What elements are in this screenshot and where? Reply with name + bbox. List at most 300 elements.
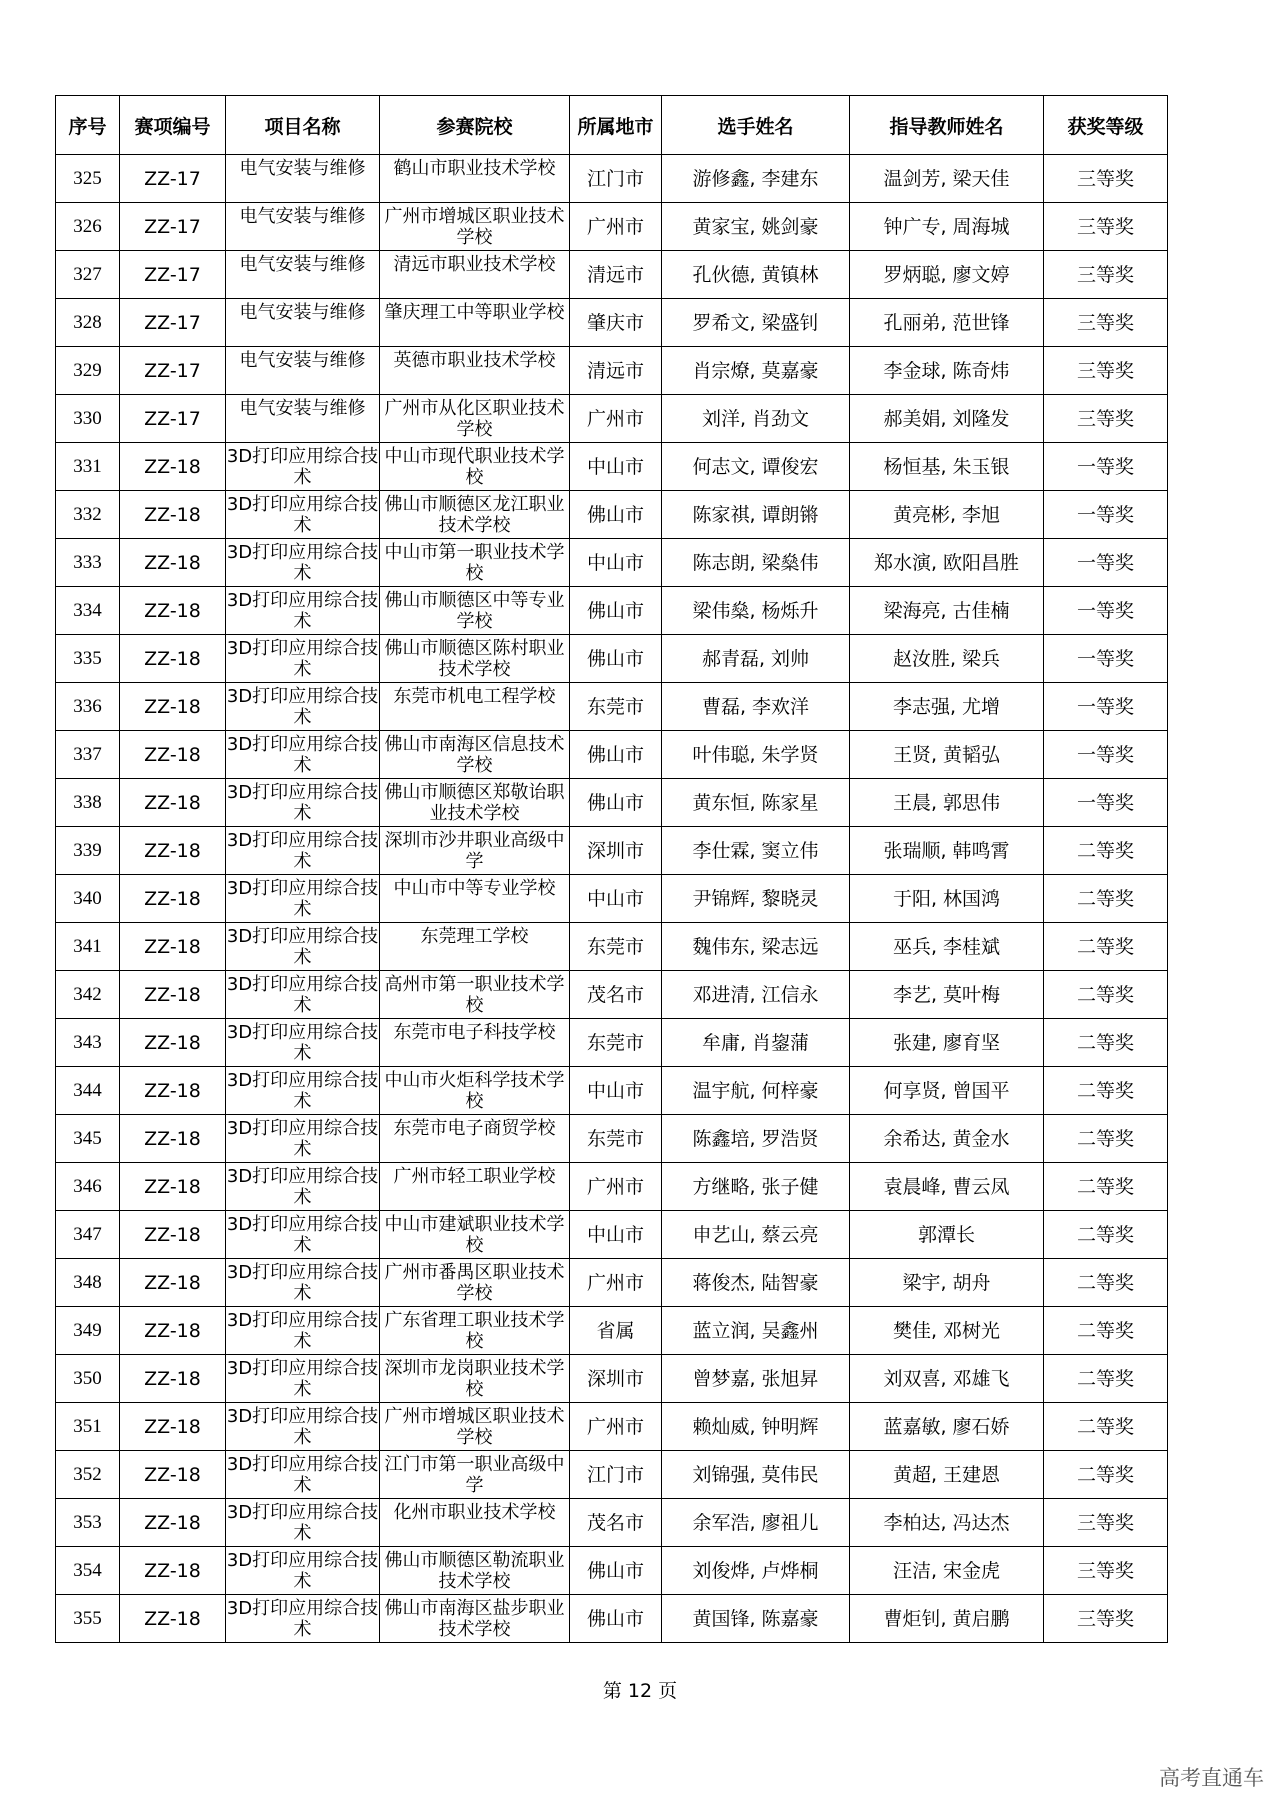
cell-event-code: ZZ-18 [120, 1163, 226, 1211]
cell-city: 清远市 [570, 347, 662, 395]
cell-event-name [226, 395, 380, 443]
cell-contestants: 曹磊, 李欢洋 [662, 683, 850, 731]
cell-city: 肇庆市 [570, 299, 662, 347]
cell-school [380, 491, 570, 539]
cell-instructors: 罗炳聪, 廖文婷 [850, 251, 1044, 299]
cell-index: 346 [56, 1163, 120, 1211]
cell-event-name [226, 1547, 380, 1595]
cell-index: 352 [56, 1451, 120, 1499]
cell-event-name [226, 491, 380, 539]
cell-event-code: ZZ-18 [120, 827, 226, 875]
cell-instructors: 郝美娟, 刘隆发 [850, 395, 1044, 443]
cell-instructors: 温剑芳, 梁天佳 [850, 155, 1044, 203]
table-row [56, 1595, 1168, 1643]
cell-contestants: 温宇航, 何梓豪 [662, 1067, 850, 1115]
cell-school-text: 鹤山市职业技术学校 [393, 157, 556, 179]
cell-event-name-text: 3D打印应用综合技术 [226, 781, 379, 824]
cell-award-level: 二等奖 [1044, 923, 1168, 971]
cell-event-name-text: 3D打印应用综合技术 [226, 1309, 379, 1352]
table-row [56, 1403, 1168, 1451]
cell-instructors: 蓝嘉敏, 廖石娇 [850, 1403, 1044, 1451]
cell-city: 东莞市 [570, 683, 662, 731]
cell-event-name-text: 电气安装与维修 [239, 253, 366, 275]
cell-school-text: 广州市轻工职业学校 [393, 1165, 556, 1187]
cell-school [380, 923, 570, 971]
cell-city: 佛山市 [570, 1547, 662, 1595]
cell-award-level: 一等奖 [1044, 443, 1168, 491]
cell-contestants: 黄国锋, 陈嘉豪 [662, 1595, 850, 1643]
cell-city: 省属 [570, 1307, 662, 1355]
cell-contestants: 罗希文, 梁盛钊 [662, 299, 850, 347]
cell-index: 343 [56, 1019, 120, 1067]
cell-school-text: 中山市建斌职业技术学校 [384, 1213, 565, 1256]
cell-event-name [226, 1019, 380, 1067]
cell-contestants: 游修鑫, 李建东 [662, 155, 850, 203]
cell-contestants: 曾梦嘉, 张旭昇 [662, 1355, 850, 1403]
cell-event-name [226, 251, 380, 299]
cell-index: 330 [56, 395, 120, 443]
cell-event-code: ZZ-18 [120, 1451, 226, 1499]
cell-event-name-text: 3D打印应用综合技术 [226, 925, 379, 968]
cell-event-name-text: 3D打印应用综合技术 [226, 829, 379, 872]
cell-award-level: 二等奖 [1044, 1403, 1168, 1451]
cell-index: 351 [56, 1403, 120, 1451]
watermark-text: 高考直通车 [1159, 1766, 1264, 1790]
cell-school-text: 佛山市顺德区勒流职业技术学校 [384, 1549, 565, 1592]
cell-award-level: 二等奖 [1044, 1115, 1168, 1163]
cell-event-code: ZZ-18 [120, 1595, 226, 1643]
cell-city: 中山市 [570, 1067, 662, 1115]
table-row [56, 1451, 1168, 1499]
cell-contestants: 尹锦辉, 黎晓灵 [662, 875, 850, 923]
cell-event-code: ZZ-18 [120, 1547, 226, 1595]
cell-event-name [226, 1211, 380, 1259]
cell-award-level: 二等奖 [1044, 827, 1168, 875]
cell-school-text: 广州市番禺区职业技术学校 [384, 1261, 565, 1304]
table-row [56, 299, 1168, 347]
cell-instructors: 李志强, 尤增 [850, 683, 1044, 731]
table-row [56, 875, 1168, 923]
cell-index: 336 [56, 683, 120, 731]
cell-event-code: ZZ-18 [120, 1259, 226, 1307]
cell-event-name [226, 443, 380, 491]
cell-event-name-text: 3D打印应用综合技术 [226, 1357, 379, 1400]
cell-event-code: ZZ-18 [120, 1067, 226, 1115]
table-row [56, 155, 1168, 203]
cell-event-name-text: 3D打印应用综合技术 [226, 1501, 379, 1544]
cell-instructors: 张建, 廖育坚 [850, 1019, 1044, 1067]
cell-event-name [226, 155, 380, 203]
header-event-name: 项目名称 [226, 96, 380, 155]
cell-award-level: 三等奖 [1044, 395, 1168, 443]
cell-city: 广州市 [570, 203, 662, 251]
cell-event-name-text: 3D打印应用综合技术 [226, 1069, 379, 1112]
cell-contestants: 李仕霖, 窦立伟 [662, 827, 850, 875]
cell-event-code: ZZ-17 [120, 203, 226, 251]
table-row [56, 251, 1168, 299]
cell-event-name-text: 3D打印应用综合技术 [226, 733, 379, 776]
cell-event-name [226, 875, 380, 923]
cell-school [380, 779, 570, 827]
cell-event-name [226, 347, 380, 395]
table-row [56, 395, 1168, 443]
cell-instructors: 李柏达, 冯达杰 [850, 1499, 1044, 1547]
cell-index: 348 [56, 1259, 120, 1307]
cell-city: 茂名市 [570, 1499, 662, 1547]
cell-school-text: 东莞市电子科技学校 [393, 1021, 556, 1043]
cell-event-code: ZZ-18 [120, 1355, 226, 1403]
cell-city: 东莞市 [570, 1115, 662, 1163]
cell-event-code: ZZ-17 [120, 347, 226, 395]
cell-contestants: 牟庸, 肖鋆蒲 [662, 1019, 850, 1067]
cell-instructors: 刘双喜, 邓雄飞 [850, 1355, 1044, 1403]
cell-index: 329 [56, 347, 120, 395]
cell-instructors: 郭潭长 [850, 1211, 1044, 1259]
cell-school [380, 1499, 570, 1547]
table-row [56, 1307, 1168, 1355]
cell-event-name [226, 635, 380, 683]
cell-school-text: 江门市第一职业高级中学 [384, 1453, 565, 1496]
cell-event-code: ZZ-18 [120, 1403, 226, 1451]
cell-school-text: 深圳市龙岗职业技术学校 [384, 1357, 565, 1400]
cell-award-level: 二等奖 [1044, 1163, 1168, 1211]
cell-event-name-text: 电气安装与维修 [239, 301, 366, 323]
cell-contestants: 余军浩, 廖祖儿 [662, 1499, 850, 1547]
cell-event-name [226, 971, 380, 1019]
cell-event-name-text: 3D打印应用综合技术 [226, 637, 379, 680]
cell-city: 广州市 [570, 1163, 662, 1211]
cell-award-level: 二等奖 [1044, 1259, 1168, 1307]
table-row [56, 1115, 1168, 1163]
cell-city: 中山市 [570, 1211, 662, 1259]
cell-instructors: 梁海亮, 古佳楠 [850, 587, 1044, 635]
table-row [56, 491, 1168, 539]
table-row [56, 1211, 1168, 1259]
cell-event-name [226, 1163, 380, 1211]
cell-instructors: 孔丽弟, 范世锋 [850, 299, 1044, 347]
cell-index: 340 [56, 875, 120, 923]
cell-instructors: 赵汝胜, 梁兵 [850, 635, 1044, 683]
cell-event-code: ZZ-18 [120, 635, 226, 683]
cell-city: 佛山市 [570, 635, 662, 683]
cell-event-name-text: 3D打印应用综合技术 [226, 493, 379, 536]
cell-index: 332 [56, 491, 120, 539]
cell-city: 深圳市 [570, 827, 662, 875]
table-row [56, 635, 1168, 683]
cell-city: 广州市 [570, 1403, 662, 1451]
cell-event-name [226, 1451, 380, 1499]
cell-event-name-text: 3D打印应用综合技术 [226, 973, 379, 1016]
cell-event-name [226, 779, 380, 827]
cell-index: 333 [56, 539, 120, 587]
cell-event-name [226, 203, 380, 251]
cell-school-text: 肇庆理工中等职业学校 [384, 301, 565, 323]
cell-city: 中山市 [570, 443, 662, 491]
cell-event-code: ZZ-18 [120, 779, 226, 827]
cell-school [380, 635, 570, 683]
cell-contestants: 陈志朗, 梁燊伟 [662, 539, 850, 587]
cell-contestants: 刘俊烨, 卢烨桐 [662, 1547, 850, 1595]
table-row [56, 1259, 1168, 1307]
cell-award-level: 二等奖 [1044, 971, 1168, 1019]
cell-school [380, 1019, 570, 1067]
cell-contestants: 何志文, 谭俊宏 [662, 443, 850, 491]
cell-award-level: 一等奖 [1044, 539, 1168, 587]
cell-instructors: 李艺, 莫叶梅 [850, 971, 1044, 1019]
cell-city: 中山市 [570, 539, 662, 587]
cell-contestants: 黄东恒, 陈家星 [662, 779, 850, 827]
cell-event-name-text: 电气安装与维修 [239, 157, 366, 179]
table-row [56, 443, 1168, 491]
cell-instructors: 王贤, 黄韬弘 [850, 731, 1044, 779]
cell-school [380, 827, 570, 875]
cell-index: 335 [56, 635, 120, 683]
cell-instructors: 张瑞顺, 韩鸣霄 [850, 827, 1044, 875]
cell-city: 中山市 [570, 875, 662, 923]
table-row [56, 1163, 1168, 1211]
cell-contestants: 黄家宝, 姚剑豪 [662, 203, 850, 251]
header-contestants: 选手姓名 [662, 96, 850, 155]
cell-event-code: ZZ-18 [120, 875, 226, 923]
cell-event-name [226, 827, 380, 875]
table-row [56, 539, 1168, 587]
cell-school-text: 佛山市南海区盐步职业技术学校 [384, 1597, 565, 1640]
cell-event-name [226, 731, 380, 779]
table-row [56, 971, 1168, 1019]
cell-award-level: 三等奖 [1044, 347, 1168, 395]
header-row [56, 96, 1168, 155]
cell-instructors: 梁宇, 胡舟 [850, 1259, 1044, 1307]
cell-event-code: ZZ-18 [120, 539, 226, 587]
cell-school-text: 中山市火炬科学技术学校 [384, 1069, 565, 1112]
award-table [55, 95, 1168, 1643]
cell-award-level: 三等奖 [1044, 299, 1168, 347]
cell-school-text: 中山市中等专业学校 [393, 877, 556, 899]
cell-index: 331 [56, 443, 120, 491]
cell-city: 佛山市 [570, 587, 662, 635]
cell-contestants: 魏伟东, 梁志远 [662, 923, 850, 971]
table-row [56, 587, 1168, 635]
header-event-code: 赛项编号 [120, 96, 226, 155]
cell-event-name-text: 3D打印应用综合技术 [226, 1117, 379, 1160]
table-row [56, 203, 1168, 251]
cell-school [380, 731, 570, 779]
cell-event-name-text: 3D打印应用综合技术 [226, 1213, 379, 1256]
cell-index: 328 [56, 299, 120, 347]
cell-event-name-text: 3D打印应用综合技术 [226, 685, 379, 728]
cell-school [380, 203, 570, 251]
cell-award-level: 二等奖 [1044, 1451, 1168, 1499]
cell-award-level: 三等奖 [1044, 1547, 1168, 1595]
cell-index: 341 [56, 923, 120, 971]
header-index: 序号 [56, 96, 120, 155]
cell-instructors: 钟广专, 周海城 [850, 203, 1044, 251]
cell-event-code: ZZ-18 [120, 1019, 226, 1067]
cell-award-level: 一等奖 [1044, 683, 1168, 731]
cell-school-text: 广州市从化区职业技术学校 [384, 397, 565, 440]
cell-event-name-text: 电气安装与维修 [239, 397, 366, 419]
cell-contestants: 蒋俊杰, 陆智豪 [662, 1259, 850, 1307]
cell-award-level: 三等奖 [1044, 1595, 1168, 1643]
cell-award-level: 二等奖 [1044, 875, 1168, 923]
cell-school-text: 东莞市机电工程学校 [393, 685, 556, 707]
cell-school-text: 高州市第一职业技术学校 [384, 973, 565, 1016]
header-school: 参赛院校 [380, 96, 570, 155]
cell-index: 334 [56, 587, 120, 635]
cell-school-text: 东莞市电子商贸学校 [393, 1117, 556, 1139]
cell-school [380, 1595, 570, 1643]
cell-school-text: 清远市职业技术学校 [393, 253, 556, 275]
cell-award-level: 三等奖 [1044, 251, 1168, 299]
cell-contestants: 方继略, 张子健 [662, 1163, 850, 1211]
cell-contestants: 刘洋, 肖劲文 [662, 395, 850, 443]
table-row [56, 731, 1168, 779]
cell-event-name [226, 1307, 380, 1355]
cell-city: 佛山市 [570, 491, 662, 539]
table-row [56, 923, 1168, 971]
cell-event-name [226, 1067, 380, 1115]
cell-event-name [226, 1403, 380, 1451]
cell-school [380, 1259, 570, 1307]
cell-award-level: 三等奖 [1044, 155, 1168, 203]
cell-city: 佛山市 [570, 731, 662, 779]
cell-event-name [226, 587, 380, 635]
cell-instructors: 曹炬钊, 黄启鹏 [850, 1595, 1044, 1643]
cell-award-level: 一等奖 [1044, 779, 1168, 827]
cell-instructors: 杨恒基, 朱玉银 [850, 443, 1044, 491]
header-award-level: 获奖等级 [1044, 96, 1168, 155]
cell-event-code: ZZ-18 [120, 731, 226, 779]
table-row [56, 1019, 1168, 1067]
cell-school-text: 英德市职业技术学校 [393, 349, 556, 371]
cell-index: 347 [56, 1211, 120, 1259]
cell-instructors: 李金球, 陈奇炜 [850, 347, 1044, 395]
cell-index: 325 [56, 155, 120, 203]
cell-instructors: 汪洁, 宋金虎 [850, 1547, 1044, 1595]
cell-contestants: 陈鑫培, 罗浩贤 [662, 1115, 850, 1163]
cell-award-level: 二等奖 [1044, 1019, 1168, 1067]
cell-event-code: ZZ-18 [120, 1211, 226, 1259]
cell-school-text: 中山市第一职业技术学校 [384, 541, 565, 584]
table-row [56, 1355, 1168, 1403]
cell-school [380, 971, 570, 1019]
cell-event-name-text: 3D打印应用综合技术 [226, 1549, 379, 1592]
cell-school-text: 佛山市顺德区陈村职业技术学校 [384, 637, 565, 680]
cell-school [380, 299, 570, 347]
header-instructors: 指导教师姓名 [850, 96, 1044, 155]
cell-index: 353 [56, 1499, 120, 1547]
cell-school [380, 155, 570, 203]
cell-award-level: 二等奖 [1044, 1067, 1168, 1115]
cell-index: 342 [56, 971, 120, 1019]
cell-event-name [226, 1595, 380, 1643]
cell-event-code: ZZ-18 [120, 1307, 226, 1355]
cell-index: 337 [56, 731, 120, 779]
cell-school [380, 1163, 570, 1211]
cell-contestants: 陈家祺, 谭朗锵 [662, 491, 850, 539]
cell-event-name-text: 3D打印应用综合技术 [226, 1165, 379, 1208]
cell-instructors: 于阳, 林国鸿 [850, 875, 1044, 923]
cell-school [380, 1067, 570, 1115]
table-row [56, 1067, 1168, 1115]
cell-index: 354 [56, 1547, 120, 1595]
cell-event-name-text: 3D打印应用综合技术 [226, 877, 379, 920]
cell-contestants: 刘锦强, 莫伟民 [662, 1451, 850, 1499]
cell-event-name-text: 电气安装与维修 [239, 349, 366, 371]
cell-city: 佛山市 [570, 1595, 662, 1643]
cell-city: 江门市 [570, 1451, 662, 1499]
cell-award-level: 一等奖 [1044, 587, 1168, 635]
cell-school [380, 539, 570, 587]
cell-city: 清远市 [570, 251, 662, 299]
table-row [56, 1547, 1168, 1595]
cell-instructors: 黄超, 王建恩 [850, 1451, 1044, 1499]
cell-contestants: 郝青磊, 刘帅 [662, 635, 850, 683]
cell-event-code: ZZ-18 [120, 683, 226, 731]
cell-contestants: 肖宗燎, 莫嘉豪 [662, 347, 850, 395]
cell-event-name [226, 539, 380, 587]
cell-event-code: ZZ-17 [120, 251, 226, 299]
cell-school-text: 中山市现代职业技术学校 [384, 445, 565, 488]
table-row [56, 347, 1168, 395]
cell-city: 广州市 [570, 395, 662, 443]
cell-event-code: ZZ-18 [120, 1499, 226, 1547]
cell-city: 佛山市 [570, 779, 662, 827]
cell-event-name-text: 3D打印应用综合技术 [226, 1597, 379, 1640]
cell-event-name [226, 299, 380, 347]
cell-contestants: 赖灿威, 钟明辉 [662, 1403, 850, 1451]
cell-index: 339 [56, 827, 120, 875]
cell-instructors: 何享贤, 曾国平 [850, 1067, 1044, 1115]
cell-instructors: 巫兵, 李桂斌 [850, 923, 1044, 971]
cell-index: 349 [56, 1307, 120, 1355]
cell-school-text: 佛山市南海区信息技术学校 [384, 733, 565, 776]
cell-award-level: 一等奖 [1044, 491, 1168, 539]
cell-school-text: 化州市职业技术学校 [393, 1501, 556, 1523]
cell-school [380, 347, 570, 395]
cell-index: 338 [56, 779, 120, 827]
cell-event-code: ZZ-18 [120, 587, 226, 635]
cell-event-name [226, 923, 380, 971]
cell-instructors: 袁晨峰, 曹云凤 [850, 1163, 1044, 1211]
cell-event-name-text: 3D打印应用综合技术 [226, 541, 379, 584]
cell-event-code: ZZ-18 [120, 443, 226, 491]
cell-school-text: 东莞理工学校 [420, 925, 529, 947]
cell-event-code: ZZ-18 [120, 971, 226, 1019]
cell-contestants: 叶伟聪, 朱学贤 [662, 731, 850, 779]
cell-school [380, 251, 570, 299]
cell-school [380, 1403, 570, 1451]
cell-index: 355 [56, 1595, 120, 1643]
cell-school-text: 佛山市顺德区中等专业学校 [384, 589, 565, 632]
header-city: 所属地市 [570, 96, 662, 155]
cell-contestants: 蓝立润, 吴鑫州 [662, 1307, 850, 1355]
cell-city: 东莞市 [570, 1019, 662, 1067]
cell-school [380, 875, 570, 923]
cell-award-level: 三等奖 [1044, 203, 1168, 251]
cell-award-level: 二等奖 [1044, 1211, 1168, 1259]
cell-contestants: 申艺山, 蔡云亮 [662, 1211, 850, 1259]
cell-contestants: 梁伟燊, 杨烁升 [662, 587, 850, 635]
cell-event-name-text: 3D打印应用综合技术 [226, 445, 379, 488]
cell-event-name-text: 3D打印应用综合技术 [226, 589, 379, 632]
cell-index: 345 [56, 1115, 120, 1163]
cell-index: 350 [56, 1355, 120, 1403]
cell-school-text: 广州市增城区职业技术学校 [384, 205, 565, 248]
cell-index: 327 [56, 251, 120, 299]
award-table-body [56, 155, 1168, 1643]
cell-event-name [226, 1259, 380, 1307]
